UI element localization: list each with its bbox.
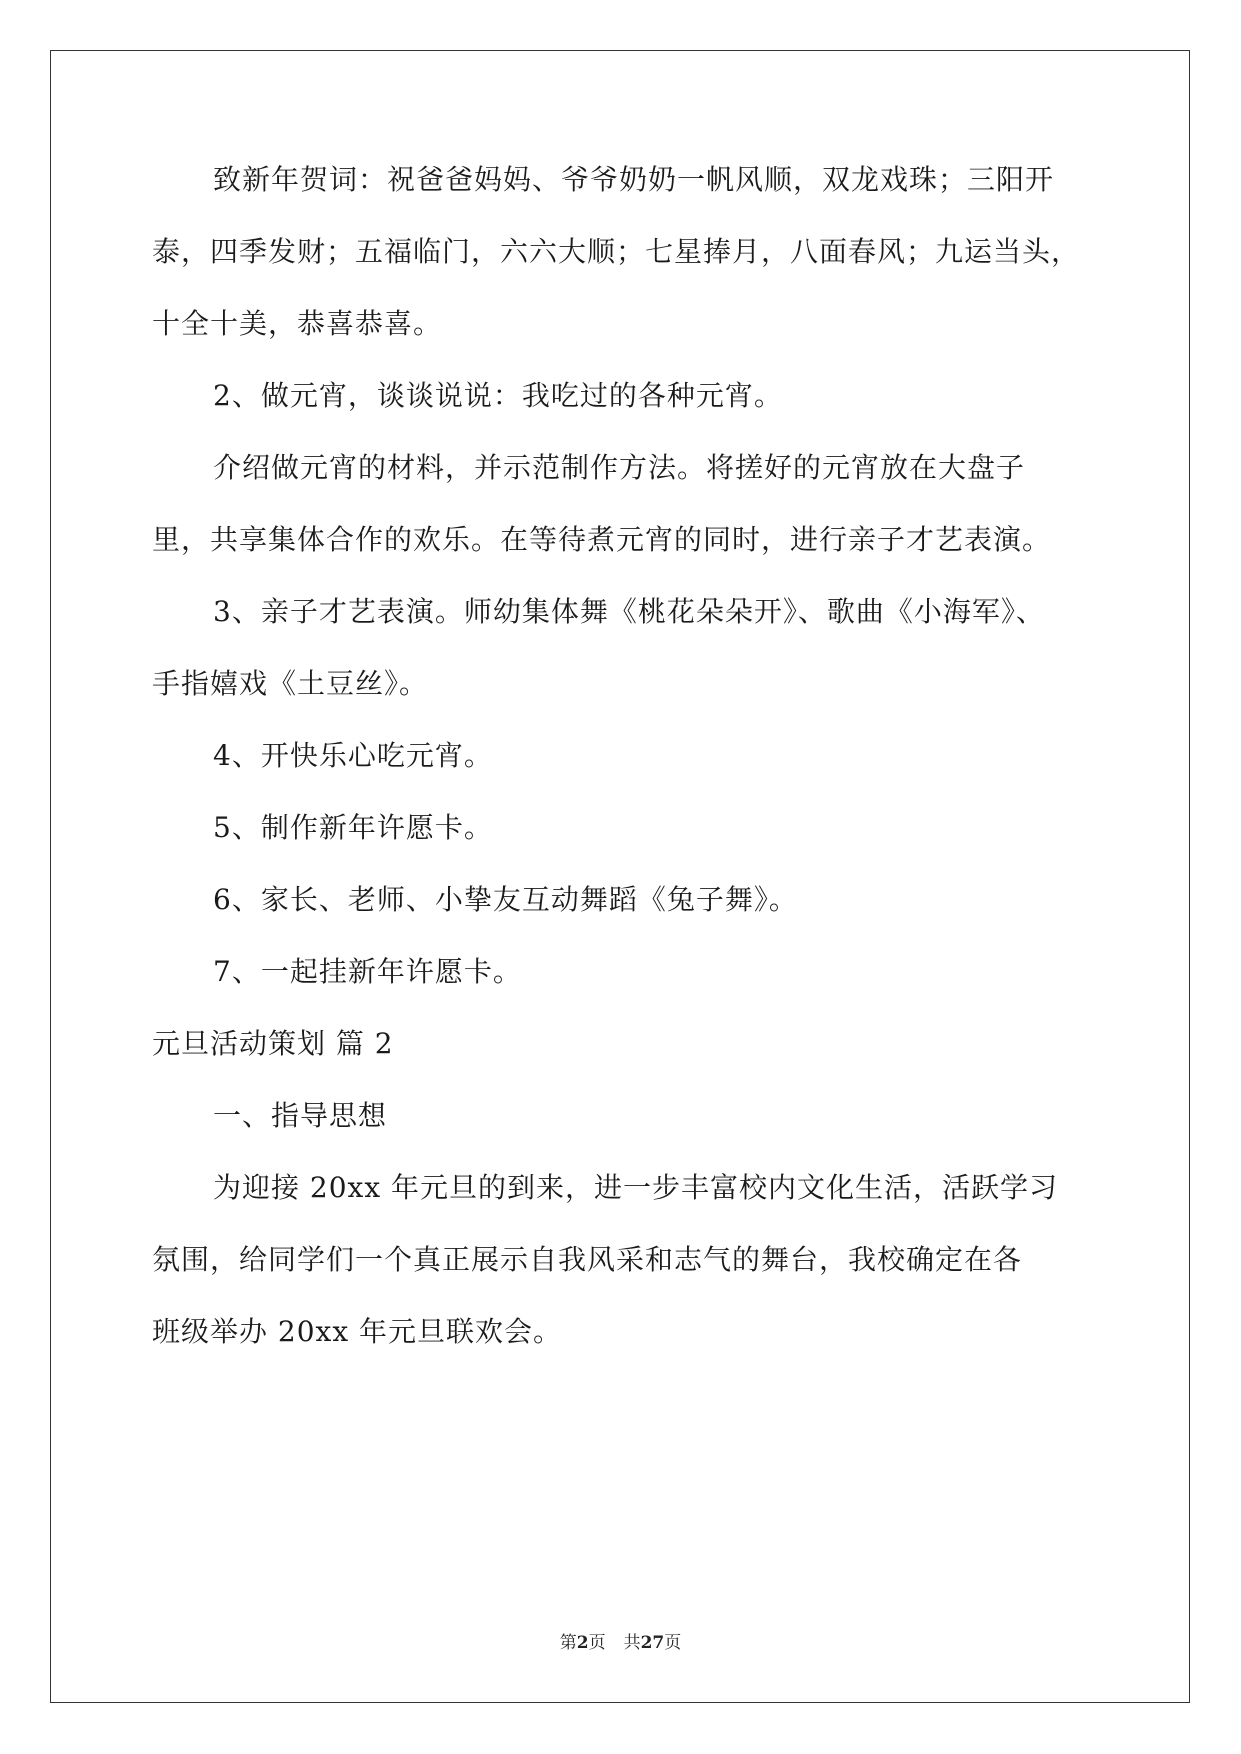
paragraph-line: 氛围，给同学们一个真正展示自我风采和志气的舞台，我校确定在各: [152, 1243, 1023, 1276]
page-number: 2: [576, 1633, 589, 1653]
paragraph-line: 里，共享集体合作的欢乐。在等待煮元宵的同时，进行亲子才艺表演。: [152, 523, 1052, 556]
total-prefix: 共: [623, 1633, 641, 1653]
paragraph-line: 手指嬉戏《土豆丝》。: [152, 667, 429, 700]
paragraph-line: 为迎接 20xx 年元旦的到来，进一步丰富校内文化生活，活跃学习: [213, 1171, 1059, 1204]
paragraph-line: 7、一起挂新年许愿卡。: [213, 955, 522, 988]
page-border: [50, 50, 1190, 1703]
paragraph-line: 介绍做元宵的材料，并示范制作方法。将搓好的元宵放在大盘子: [213, 451, 1026, 484]
paragraph-line: 2、做元宵，谈谈说说：我吃过的各种元宵。: [213, 379, 783, 412]
paragraph-line: 泰，四季发财；五福临门，六六大顺；七星捧月，八面春风；九运当头，: [152, 235, 1081, 268]
paragraph-line: 班级举办 20xx 年元旦联欢会。: [152, 1315, 563, 1348]
paragraph-line: 3、亲子才艺表演。师幼集体舞《桃花朵朵开》、歌曲《小海军》、: [213, 595, 1045, 628]
paragraph-line: 4、开快乐心吃元宵。: [213, 739, 493, 772]
section-heading: 元旦活动策划 篇 2: [152, 1027, 394, 1060]
page-footer: [0, 1628, 1241, 1653]
paragraph-line: 6、家长、老师、小挚友互动舞蹈《兔子舞》。: [213, 883, 798, 916]
page-prefix: 第: [559, 1633, 577, 1653]
subsection-heading: 一、指导思想: [213, 1099, 388, 1132]
total-suffix: 页: [664, 1633, 682, 1653]
paragraph-line: 5、制作新年许愿卡。: [213, 811, 493, 844]
paragraph-line: 致新年贺词：祝爸爸妈妈、爷爷奶奶一帆风顺，双龙戏珠；三阳开: [213, 163, 1055, 196]
total-pages: 27: [640, 1633, 665, 1653]
page-suffix: 页: [588, 1633, 606, 1653]
paragraph-line: 十全十美，恭喜恭喜。: [152, 307, 443, 340]
